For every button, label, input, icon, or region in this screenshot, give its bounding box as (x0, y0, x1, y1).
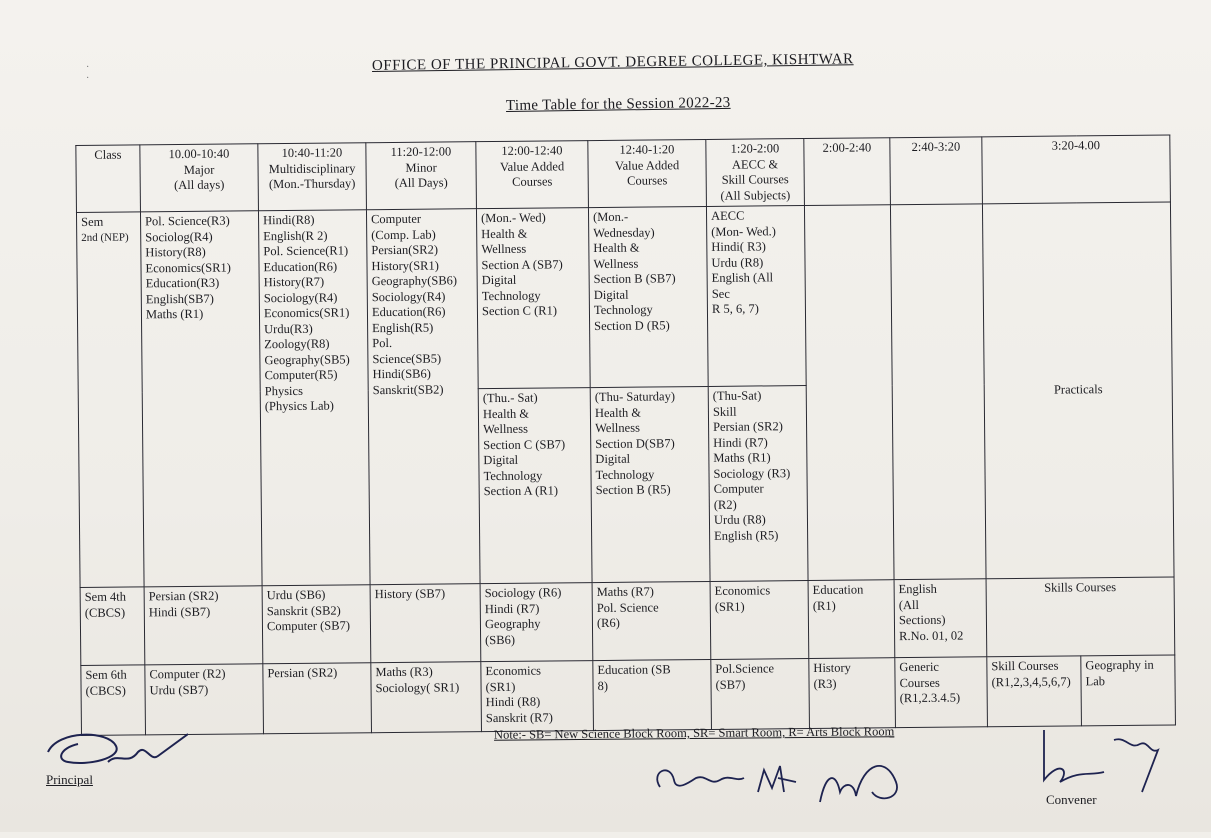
cell-line: Wellness (593, 256, 639, 271)
cell-line: Zoology(R8) (264, 336, 330, 352)
header-cell-major (140, 144, 259, 212)
header-cell-vac1 (476, 141, 589, 209)
cell-line: Wellness (483, 421, 528, 437)
sem2-multi (258, 210, 370, 586)
sem6-row (81, 655, 1176, 735)
col-sub: Skill Courses (721, 172, 789, 187)
cell-line: Hindi( R3) (711, 239, 766, 254)
col-sub: Courses (512, 174, 553, 189)
cell-line: (R6) (596, 615, 620, 631)
col-time: 11:20-12:00 (390, 144, 452, 159)
cell-line: History(R8) (145, 244, 206, 260)
convener-signature-icon (1030, 720, 1180, 800)
cell-line: Section D(SB7) (595, 435, 675, 451)
cell-line: Pol. Science (596, 599, 659, 615)
principal-label: Principal (46, 772, 93, 787)
cell-line: (SR1) (485, 679, 516, 694)
cell-line: Hindi(R8) (262, 212, 315, 228)
cell-line: Maths (R7) (596, 584, 655, 600)
cell-line: Lab (1085, 673, 1106, 688)
col-sub: Value Added (614, 157, 680, 173)
sem4-c3 (370, 584, 481, 663)
cell-line: (CBCS) (85, 683, 126, 698)
cell-line: Section A (SB7) (481, 256, 563, 272)
cell-line: Education (SB (597, 662, 671, 678)
col-sub: (All Subjects) (720, 187, 791, 203)
practicals-label: Practicals (1053, 382, 1103, 397)
cell-line: (Thu- Saturday) (594, 389, 676, 405)
col-sub: AECC & (731, 156, 779, 172)
cell-line: Urdu (R8) (713, 512, 766, 527)
sem2-empty-2-00 (804, 205, 894, 581)
sem6-c9a (987, 656, 1082, 727)
col-sub: (All Days) (394, 175, 448, 190)
sem2-practicals (982, 202, 1174, 579)
cell-line: (Physics Lab) (264, 398, 335, 414)
cell-line: Sociology (R6) (484, 585, 562, 601)
sem-label-line: Sem (81, 214, 104, 229)
cell-line: Section C (R1) (481, 303, 558, 319)
cell-line: R 5, 6, 7) (711, 301, 759, 316)
cell-line: Wednesday) (593, 224, 655, 240)
cell-line: Section D (R5) (594, 317, 670, 333)
cell-line: Section B (SB7) (593, 271, 676, 287)
cell-line: Section C (SB7) (483, 436, 566, 452)
sem2-label (76, 212, 144, 588)
cell-line: Digital (593, 287, 629, 302)
cell-line: (CBCS) (84, 605, 126, 620)
cell-line: (Comp. Lab) (371, 227, 436, 242)
sem4-row (80, 577, 1175, 665)
cell-line: Courses (899, 675, 940, 690)
cell-line: (All (898, 597, 919, 612)
cell-line: Sanskrit (SB2) (266, 602, 341, 618)
cell-line: Technology (481, 288, 541, 303)
cell-line: Geography(SB6) (371, 273, 458, 289)
sem2-vac2-mon-wed (588, 206, 708, 387)
cell-line: Health & (481, 226, 528, 241)
col-time: Class (94, 147, 122, 162)
cell-line: Persian(SR2) (371, 242, 439, 258)
cell-line: Economics (485, 663, 542, 679)
header-row (76, 135, 1171, 212)
cell-line: Persian (SR2) (148, 588, 219, 604)
col-time: 10.00-10:40 (168, 146, 230, 162)
cell-line: Pol. Science(R1) (263, 243, 349, 259)
header-cell-3-20 (982, 135, 1171, 204)
cell-line: Hindi(SB6) (372, 366, 431, 382)
cell-line: Sociology(R4) (263, 290, 338, 305)
cell-line: AECC (710, 208, 745, 223)
cell-line: (R1,2.3.4.5) (899, 690, 961, 706)
cell-line: English (R5) (714, 527, 779, 543)
cell-line: Sociolog(R4) (145, 229, 213, 244)
col-time: 12:40-1:20 (619, 142, 675, 157)
cell-line: (SB7) (715, 677, 746, 692)
header-cell-multi (258, 143, 367, 211)
header-cell-minor (366, 142, 477, 210)
cell-line: Digital (595, 451, 631, 467)
cell-line: Health & (482, 406, 530, 421)
cell-line: Education(R6) (263, 259, 338, 274)
cell-line: Technology (595, 466, 655, 482)
sem4-c1 (144, 586, 263, 665)
col-sub: Value Added (499, 158, 565, 174)
cell-line: Computer (R2) (149, 666, 226, 682)
cell-line: Economics(SR1) (145, 260, 232, 275)
col-sub: Courses (626, 173, 668, 188)
cell-line: Sociology( SR1) (375, 679, 460, 695)
cell-line: (Mon- Wed.) (711, 223, 776, 239)
timetable (75, 135, 1176, 736)
col-time: 1:20-2:00 (730, 141, 780, 156)
cell-line: Science(SB5) (372, 351, 442, 366)
convener-label: Convener (1046, 792, 1097, 807)
sem6-c9b (1081, 655, 1176, 726)
sem6-c5 (593, 659, 712, 730)
cell-line: Hindi (SB7) (148, 604, 211, 619)
cell-line: (R2) (713, 497, 737, 512)
cell-line: Health & (594, 405, 642, 420)
cell-line: Geography(SB5) (264, 351, 350, 367)
sem2-vac1-thu-sat (478, 388, 592, 584)
cell-line: Sanskrit(SB2) (372, 382, 444, 397)
committee-signatures-icon (650, 752, 920, 812)
cell-line: Hindi (R7) (484, 601, 540, 616)
header-cell-aecc (706, 139, 805, 207)
cell-line: Sociology (R3) (713, 465, 791, 481)
cell-line: History(SR1) (371, 258, 439, 273)
col-time: 10:40-11:20 (281, 145, 343, 161)
cell-line: Geography in (1085, 657, 1154, 673)
cell-line: Education (812, 582, 864, 597)
cell-line: Skill Courses (991, 658, 1059, 674)
cell-line: Economics (714, 583, 771, 598)
col-sub: Minor (405, 160, 437, 175)
cell-line: Computer(R5) (264, 367, 338, 383)
sem-label-line: 2nd (NEP) (81, 231, 129, 244)
cell-line: Digital (481, 272, 517, 288)
col-time: 2:40-3:20 (911, 139, 961, 154)
cell-line: History (813, 660, 851, 675)
cell-line: Computer (SB7) (266, 618, 351, 634)
header-cell-class (76, 145, 141, 213)
col-sub: Major (183, 162, 215, 177)
cell-line: Urdu (SB6) (266, 587, 326, 603)
cell-line: Geography (484, 616, 541, 632)
cell-line: Technology (593, 302, 653, 318)
cell-line: Hindi (R8) (485, 694, 541, 710)
margin-mark: · · (86, 62, 90, 84)
cell-line: Wellness (595, 420, 640, 436)
cell-line: Health & (593, 240, 640, 256)
col-sub: (All days) (173, 177, 225, 193)
cell-line: Generic (899, 659, 940, 675)
cell-line: Maths (R3) (375, 664, 433, 680)
header-cell-2-40 (890, 137, 983, 205)
cell-line: (Thu-Sat) (712, 388, 762, 403)
cell-line: (R3) (813, 676, 837, 691)
cell-line: English (All (711, 270, 774, 285)
cell-line: Computer (370, 211, 422, 227)
session-heading: Time Table for the Session 2022-23 (505, 94, 731, 114)
sem6-c3 (371, 662, 482, 733)
cell-line: Hindi (R7) (713, 434, 768, 450)
sem2-empty-2-40 (890, 204, 986, 580)
sem4-c8 (894, 579, 987, 658)
sem2-vac2-thu-sat (590, 386, 710, 582)
sem2-major (140, 211, 262, 587)
sem2-vac1-mon-wed (476, 208, 590, 389)
cell-line: Physics (264, 383, 303, 398)
col-sub: Multidisciplinary (268, 160, 356, 176)
col-sub: (Mon.-Thursday) (268, 176, 356, 192)
sem4-c7 (808, 580, 895, 659)
room-legend-note: Note:- SB= New Science Block Room, SR= Smart Room, R= Arts Block Room (493, 724, 895, 742)
cell-line: Persian (SR2) (267, 665, 338, 681)
header-cell-vac2 (588, 139, 707, 207)
sem2-row-a (76, 202, 1172, 392)
cell-line: Technology (483, 468, 543, 483)
sem6-c7 (809, 658, 896, 729)
sem4-c2 (262, 585, 371, 664)
cell-line: (Thu.- Sat) (482, 390, 538, 406)
cell-line: Sociology(R4) (371, 288, 446, 304)
cell-line: R.No. 01, 02 (899, 628, 964, 643)
sem2-aecc-mon-wed (706, 206, 806, 387)
sem6-c6 (711, 659, 810, 730)
cell-line: Sem 6th (85, 667, 127, 682)
cell-line: (Mon.- (592, 209, 629, 225)
sem6-c4 (481, 661, 594, 732)
sem2-minor (366, 209, 480, 585)
cell-line: Pol. (372, 335, 393, 351)
col-time: 3:20-4.00 (1051, 138, 1101, 153)
cell-line: Sections) (898, 612, 946, 628)
cell-line: Pol.Science (715, 661, 775, 676)
cell-line: English(R 2) (263, 228, 328, 243)
col-time: 12:00-12:40 (501, 143, 563, 158)
cell-line: Urdu (SB7) (149, 682, 209, 697)
sem4-c9 (986, 577, 1175, 657)
sem4-c4 (480, 583, 593, 662)
office-heading: OFFICE OF THE PRINCIPAL GOVT. DEGREE COLLEGE, KISHTWAR (371, 51, 854, 74)
cell-line: History(R7) (263, 274, 325, 290)
sem6-c8 (895, 657, 988, 728)
cell-line: Pol. Science(R3) (145, 213, 230, 229)
cell-line: (SB6) (485, 632, 516, 647)
header-cell-2-00 (804, 138, 891, 206)
cell-line: Maths (R1) (145, 306, 204, 322)
cell-line: Sanskrit (R7) (485, 709, 553, 725)
cell-line: History (SB7) (374, 586, 446, 602)
cell-line: (R1) (812, 598, 836, 613)
cell-line: 8) (597, 678, 609, 693)
cell-line: (Mon.- Wed) (480, 210, 546, 226)
cell-line: Section A (R1) (483, 483, 559, 499)
cell-line: English(SB7) (145, 291, 214, 306)
cell-line: Wellness (481, 241, 527, 257)
sem2-aecc-thu-sat (708, 386, 808, 582)
cell-line: (SR1) (714, 599, 745, 614)
cell-line: Sec (711, 286, 730, 301)
cell-line: (R1,2,3,4,5,6,7) (991, 673, 1071, 689)
cell-line: Urdu (R8) (711, 254, 764, 270)
cell-line: Urdu(R3) (264, 321, 313, 336)
cell-line: Digital (483, 452, 519, 468)
cell-line: Persian (SR2) (713, 419, 783, 434)
cell-line: Education(R6) (371, 304, 446, 320)
cell-line: Skills Courses (1044, 580, 1117, 595)
cell-line: English (898, 581, 937, 597)
sem4-c6 (710, 581, 809, 660)
col-time: 2:00-2:40 (822, 140, 872, 155)
cell-line: Skill (712, 404, 737, 419)
cell-line: Education(R3) (145, 275, 220, 291)
sem4-label (80, 587, 145, 666)
sem4-c5 (592, 581, 711, 660)
cell-line: Computer (713, 481, 764, 496)
sem6-c2 (263, 663, 372, 734)
cell-line: English(R5) (372, 320, 434, 335)
cell-line: Maths (R1) (713, 450, 771, 465)
cell-line: Sem 4th (84, 589, 127, 604)
cell-line: Economics(SR1) (263, 305, 350, 321)
cell-line: Section B (R5) (595, 482, 671, 498)
